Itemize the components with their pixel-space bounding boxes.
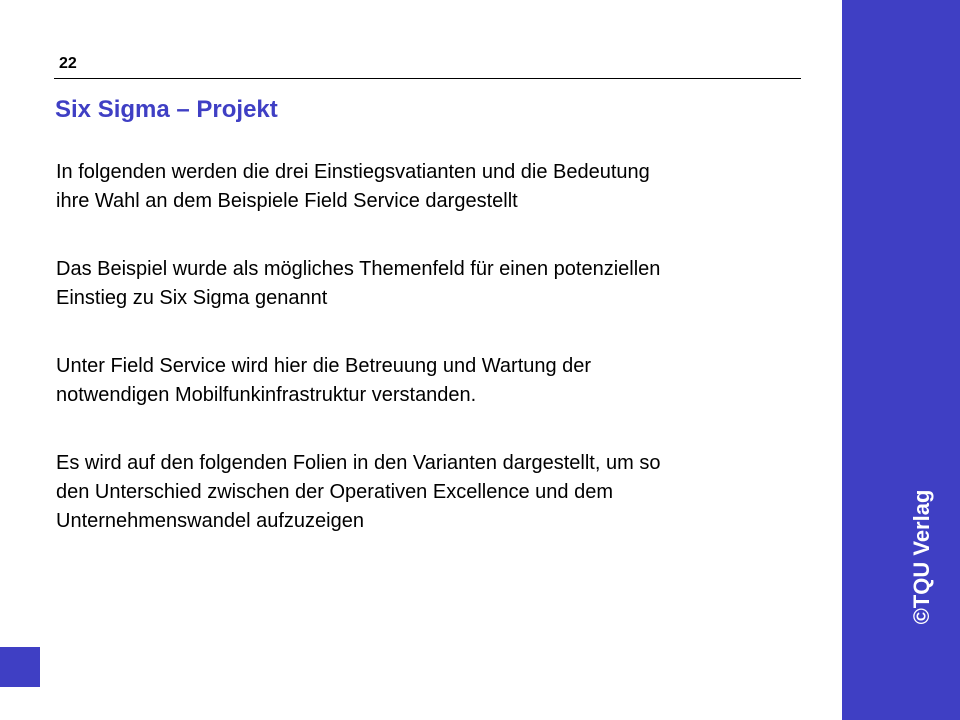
header-divider: [54, 78, 801, 79]
paragraph-intro: [56, 158, 826, 216]
paragraph-line: ihre Wahl an dem Beispiele Field Service dargestellt: [56, 190, 518, 212]
publisher-label: ©TQU Verlag: [909, 489, 934, 625]
paragraph-line: Das Beispiel wurde als mögliches Themenfeld für einen potenziellen: [56, 258, 661, 280]
corner-accent-square: [0, 647, 40, 687]
paragraph-line: Einstieg zu Six Sigma genannt: [56, 287, 328, 309]
publisher-label-container: [842, 0, 960, 720]
paragraph-field-service: [56, 352, 826, 410]
paragraph-line: Unter Field Service wird hier die Betreuung und Wartung der: [56, 355, 592, 377]
paragraph-example: [56, 255, 826, 313]
paragraph-line: Es wird auf den folgenden Folien in den Varianten dargestellt, um so: [56, 452, 661, 474]
slide-title: Six Sigma – Projekt: [55, 96, 278, 123]
paragraph-variants: [56, 449, 826, 536]
slide-body: [56, 158, 826, 575]
paragraph-line: den Unterschied zwischen der Operativen Excellence und dem: [56, 481, 613, 503]
paragraph-line: Unternehmenswandel aufzuzeigen: [56, 510, 364, 532]
brand-sidebar: [842, 0, 960, 720]
paragraph-line: In folgenden werden die drei Einstiegsvatianten und die Bedeutung: [56, 161, 650, 183]
paragraph-line: notwendigen Mobilfunkinfrastruktur verstanden.: [56, 384, 477, 406]
page-number: 22: [59, 55, 77, 72]
